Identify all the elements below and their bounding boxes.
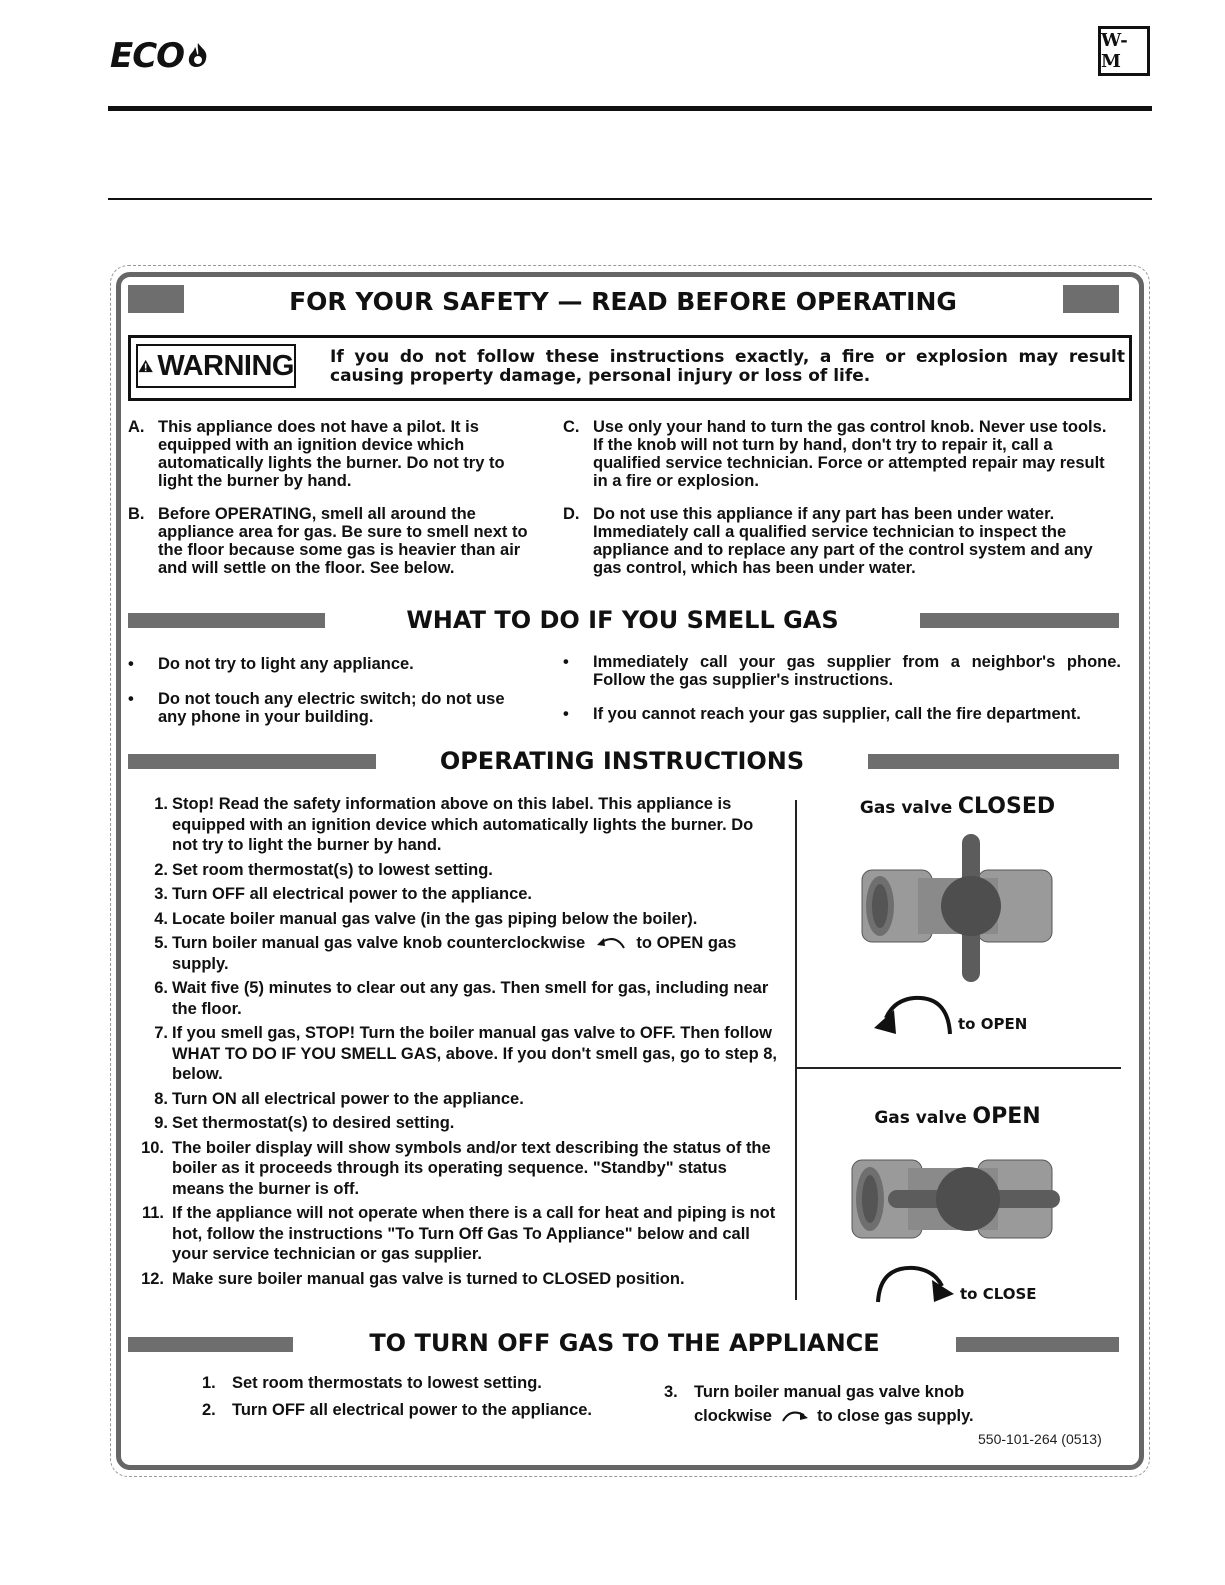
eco-logo: [110, 36, 212, 76]
step-number: 10.: [141, 1138, 164, 1157]
bullet-icon: •: [563, 653, 569, 671]
step-number: 11.: [141, 1204, 164, 1222]
step-text-before: Turn boiler manual gas valve knob counterclockwise: [172, 934, 586, 952]
warning-triangle-icon: [138, 353, 153, 379]
safety-item-a: [128, 418, 528, 490]
valve-open-illustration: [848, 1150, 1066, 1250]
step-number: 12.: [141, 1269, 164, 1288]
smell-gas-bullet: [128, 655, 528, 673]
step-text: Stop! Read the safety information above on this label. This appliance is equipped with an ignition device which automatically lights the burner. Do not try to light the burner by hand.: [172, 795, 754, 854]
step-text: Make sure boiler manual gas valve is turned to CLOSED position.: [172, 1269, 685, 1288]
section-bar-right: [956, 1337, 1119, 1352]
step-text: Set room thermostats to lowest setting.: [232, 1374, 542, 1392]
smell-gas-bullet: [563, 705, 1121, 723]
counterclockwise-arrow-icon: [594, 934, 628, 950]
valve-arrow-label: to CLOSE: [960, 1285, 1037, 1303]
operating-step: [142, 1023, 782, 1085]
step-text-group: [694, 1380, 1024, 1428]
valve-caption-small: Gas valve: [859, 798, 953, 818]
step-text: Set room thermostat(s) to lowest setting.: [172, 860, 493, 879]
warning-label: WARNING: [157, 349, 294, 382]
step-number: 3.: [664, 1383, 678, 1401]
operating-step: [142, 909, 782, 930]
safety-title: FOR YOUR SAFETY — READ BEFORE OPERATING: [289, 287, 957, 316]
safety-item-key: C.: [563, 418, 580, 436]
step-text: The boiler display will show symbols and/or text describing the status of the boiler as it proceeds through its operating sequence. "Standby" status means the burner is off.: [172, 1138, 771, 1198]
step-number: 1.: [202, 1374, 216, 1392]
step-text: Turn ON all electrical power to the appliance.: [172, 1089, 524, 1108]
operating-step: [142, 1269, 782, 1290]
warning-text: If you do not follow these instructions exactly, a fire or explosion may result causing property damage, personal injury or loss of life.: [330, 347, 1125, 386]
smell-gas-bullet: [563, 653, 1121, 689]
header-bar-left: [128, 285, 184, 313]
bullet-icon: •: [563, 705, 569, 723]
counterclockwise-arrow-icon: [870, 990, 960, 1040]
section-bar-right: [920, 613, 1119, 628]
step-text-after: to close gas supply.: [817, 1407, 974, 1425]
safety-item-text: Do not use this appliance if any part has been under water. Immediately call a qualified service technician to inspect the appliance and to replace any part of the control system and any gas control, which has been under water.: [593, 505, 1093, 577]
section-rule: [108, 198, 1152, 200]
section-bar-left: [128, 1337, 293, 1352]
operating-step: [142, 794, 782, 856]
operating-steps: [142, 794, 782, 1293]
safety-item-c: [563, 418, 1118, 490]
safety-item-text: Use only your hand to turn the gas control knob. Never use tools. If the knob will not turn by hand, don't try to repair it, call a qualified service technician. Force or attempted repair may result in a fire or explosion.: [593, 418, 1107, 490]
weil-mclain-logo: [1098, 26, 1150, 76]
step-text: Locate boiler manual gas valve (in the gas piping below the boiler).: [172, 909, 698, 928]
step-number: 5.: [154, 934, 168, 952]
safety-item-text: Before OPERATING, smell all around the appliance area for gas. Be sure to smell next to the floor because some gas is heavier than air and will settle on the floor. See below.: [158, 505, 528, 577]
safety-item-key: D.: [563, 505, 580, 523]
clockwise-arrow-icon: [870, 1262, 960, 1304]
document-code: 550-101-264 (0513): [978, 1431, 1102, 1447]
operating-title: OPERATING INSTRUCTIONS: [439, 747, 805, 775]
header-bar-right: [1063, 285, 1119, 313]
step-number: 1.: [154, 795, 168, 813]
operating-step: [142, 1138, 782, 1200]
section-bar-right: [868, 754, 1119, 769]
flame-icon: [184, 41, 212, 69]
step-number: 7.: [154, 1024, 168, 1042]
operating-step: [142, 884, 782, 905]
step-number: 2.: [154, 860, 168, 879]
valve-arrow-label: to OPEN: [958, 1015, 1028, 1033]
step-text: Set thermostat(s) to desired setting.: [172, 1114, 455, 1132]
operating-step: [142, 860, 782, 881]
operating-step: [142, 1203, 782, 1265]
operating-step: [142, 1113, 782, 1134]
warning-badge: [136, 344, 296, 388]
valve-caption-big: OPEN: [972, 1104, 1041, 1129]
section-bar-left: [128, 613, 325, 628]
operating-step: [142, 1089, 782, 1110]
header-rule: [108, 106, 1152, 111]
safety-item-text: This appliance does not have a pilot. It is equipped with an ignition device which automatically lights the burner. Do not try to light the burner by hand.: [158, 418, 505, 490]
bullet-icon: •: [128, 655, 134, 673]
safety-item-b: [128, 505, 528, 577]
step-text-before: Turn boiler manual gas valve knob clockwise: [694, 1383, 965, 1425]
valve-panel-separator: [795, 1067, 1121, 1069]
valve-panel-divider: [795, 800, 797, 1300]
turn-off-step: [664, 1380, 1024, 1428]
step-number: 9.: [154, 1114, 168, 1132]
bullet-text: If you cannot reach your gas supplier, call the fire department.: [593, 705, 1081, 723]
valve-caption-big: CLOSED: [957, 794, 1056, 819]
valve-open-caption: [800, 1104, 1115, 1129]
step-text: If the appliance will not operate when there is a call for heat and piping is not hot, follow the instructions "To Turn Off Gas To Appliance" below and call your service technician or gas supplier.: [172, 1204, 776, 1263]
operating-step: [142, 978, 782, 1019]
bullet-text: Immediately call your gas supplier from a neighbor's phone. Follow the gas supplier's instructions.: [593, 653, 1121, 689]
smell-gas-bullet: [128, 690, 528, 726]
safety-item-d: [563, 505, 1118, 577]
valve-closed-illustration: [858, 830, 1058, 985]
safety-item-key: A.: [128, 418, 145, 436]
bullet-text: Do not touch any electric switch; do not use any phone in your building.: [158, 690, 505, 726]
bullet-icon: •: [128, 690, 134, 708]
step-number: 4.: [154, 909, 168, 928]
smell-gas-title: WHAT TO DO IF YOU SMELL GAS: [406, 606, 839, 634]
step-text-after: to OPEN gas supply.: [172, 934, 737, 973]
valve-caption-small: Gas valve: [874, 1108, 967, 1128]
step-text: If you smell gas, STOP! Turn the boiler manual gas valve to OFF. Then follow WHAT TO DO IF YOU SMELL GAS, above. If you don't smell gas, go to step 8, below.: [172, 1024, 778, 1083]
bullet-text: Do not try to light any appliance.: [158, 655, 414, 673]
eco-logo-text: ECO: [110, 36, 185, 76]
turn-off-title: TO TURN OFF GAS TO THE APPLIANCE: [369, 1329, 880, 1357]
step-number: 2.: [202, 1401, 216, 1419]
operating-step: [142, 933, 782, 974]
turn-off-step: [202, 1401, 632, 1419]
clockwise-arrow-icon: [780, 1408, 810, 1422]
safety-item-key: B.: [128, 505, 145, 523]
turn-off-step: [202, 1374, 632, 1392]
step-number: 8.: [154, 1089, 168, 1108]
step-text: Turn OFF all electrical power to the appliance.: [232, 1401, 593, 1419]
step-text: Turn OFF all electrical power to the appliance.: [172, 885, 533, 903]
step-number: 6.: [154, 979, 168, 997]
step-text: Wait five (5) minutes to clear out any gas. Then smell for gas, including near the floor.: [172, 979, 769, 1018]
step-number: 3.: [154, 885, 168, 903]
section-bar-left: [128, 754, 376, 769]
weil-mclain-logo-text: W-M: [1101, 30, 1128, 72]
valve-closed-caption: [800, 794, 1115, 819]
